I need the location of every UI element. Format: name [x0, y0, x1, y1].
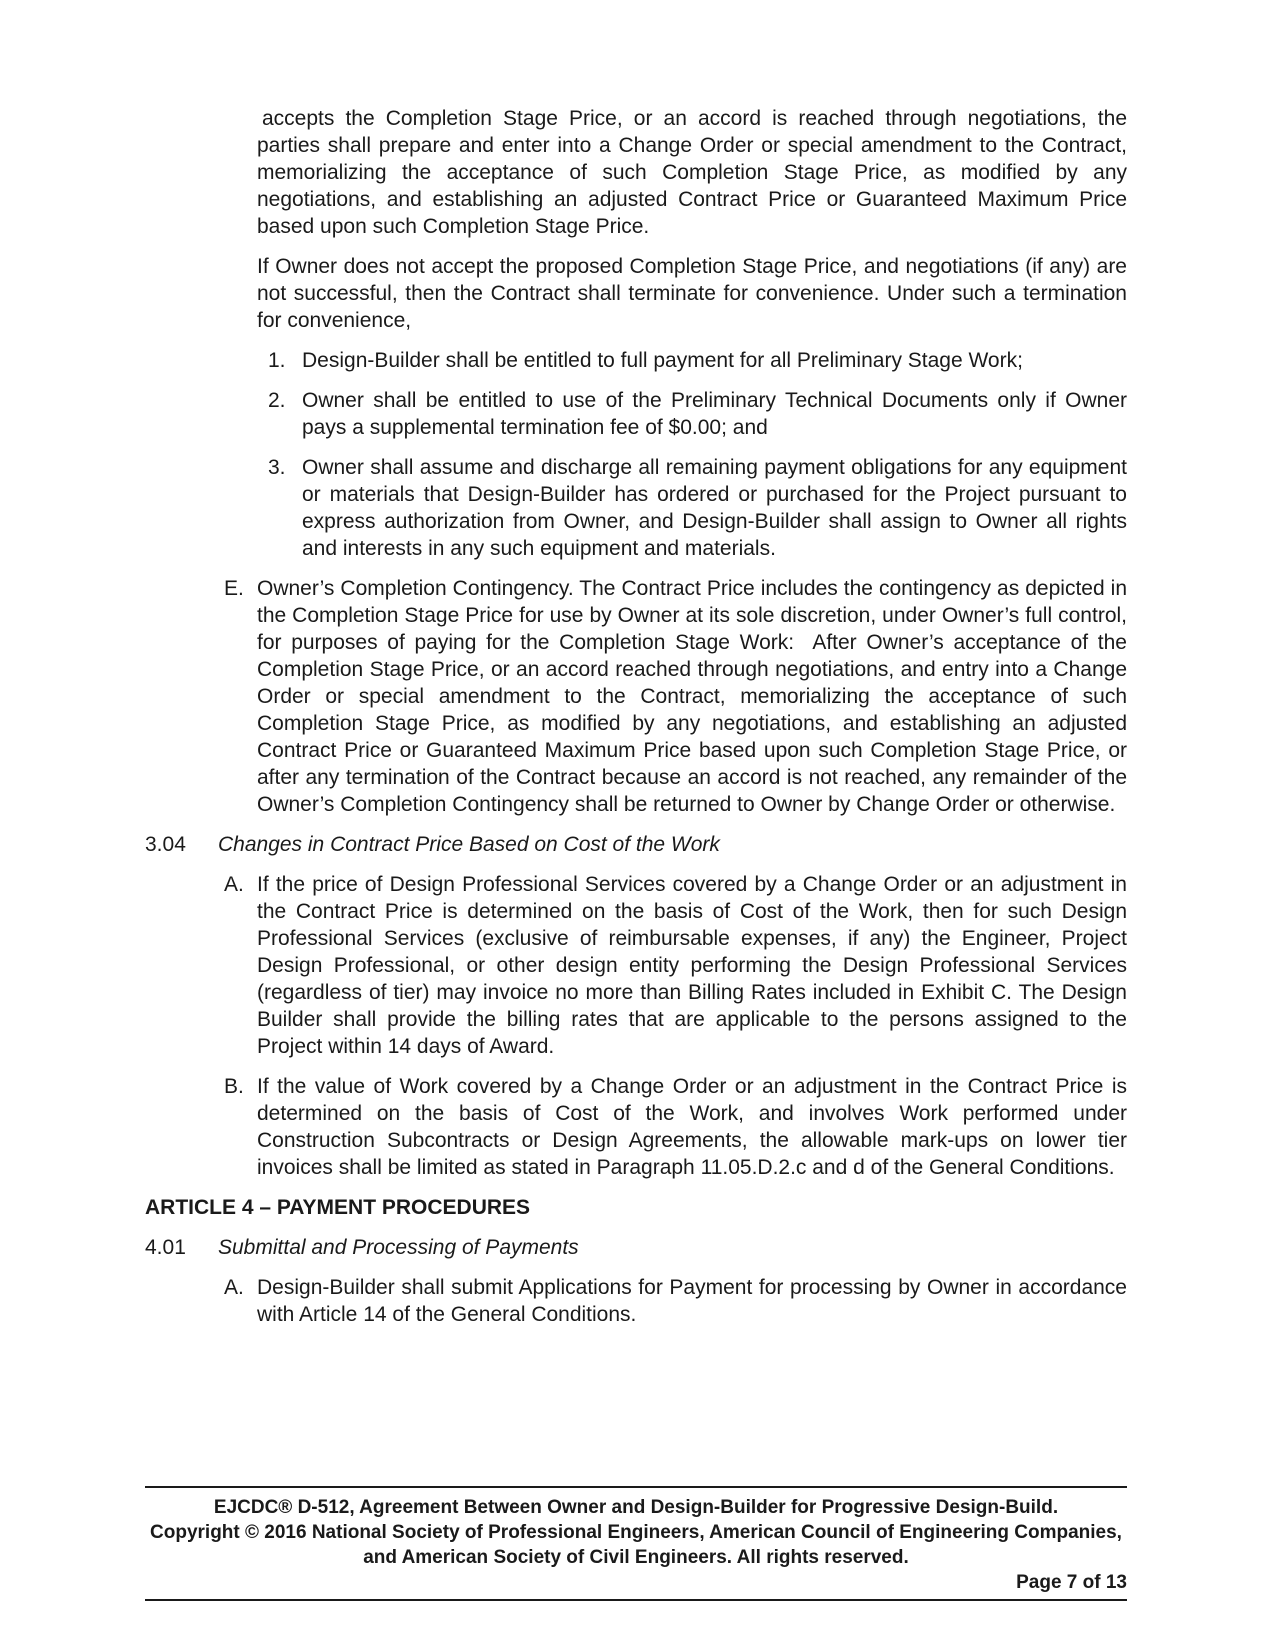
- footer-line-copyright: Copyright © 2016 National Society of Professional Engineers, American Council of Engineering Companies,: [150, 1522, 1122, 1543]
- paragraph-termination-for-convenience: If Owner does not accept the proposed Completion Stage Price, and negotiations (if any) are not successful, then the Contract shall terminate for convenience. Under such a termination for convenience,: [257, 255, 1127, 332]
- list-number: 1.: [268, 349, 286, 372]
- letter-item-a-design-professional-services: [145, 871, 1127, 1060]
- page-number: Page 7 of 13: [1016, 1572, 1127, 1593]
- numbered-item-2: [145, 387, 1127, 441]
- letter-item-a-applications-for-payment: [145, 1274, 1127, 1328]
- list-item-text: If the value of Work covered by a Change Order or an adjustment in the Contract Price is determined on the basis of Cost of the Work, and involves Work performed under Construction Subcontracts or Design Agreements, the allowable mark-ups on lower tier invoices shall be limited as stated in Paragraph 11.05.D.2.c and d of the General Conditions.: [257, 1075, 1127, 1179]
- list-number: 3.: [268, 456, 286, 479]
- list-item-text: Design-Builder shall be entitled to full payment for all Preliminary Stage Work;: [302, 349, 1023, 372]
- section-number: 4.01: [145, 1236, 186, 1259]
- footer-line-rights-reserved: and American Society of Civil Engineers. All rights reserved.: [363, 1547, 909, 1568]
- section-heading-3-04: [145, 831, 1127, 858]
- list-letter: E.: [224, 577, 244, 600]
- article-4-heading: ARTICLE 4 – PAYMENT PROCEDURES: [145, 1196, 531, 1219]
- list-item-text: Owner shall be entitled to use of the Preliminary Technical Documents only if Owner pays a supplemental termination fee of $0.00; and: [302, 389, 1127, 439]
- document-content: [145, 105, 1127, 1341]
- list-item-text: If the price of Design Professional Services covered by a Change Order or an adjustment in the Contract Price is determined on the basis of Cost of the Work, then for such Design Professional Services (exclusive of reimbursable expenses, if any) the Engineer, Project Design Professional, or other design entity performing the Design Professional Services (regardless of tier) may invoice no more than Billing Rates included in Exhibit C. The Design Builder shall provide the billing rates that are applicable to the persons assigned to the Project within 14 days of Award.: [257, 873, 1127, 1058]
- section-title: Submittal and Processing of Payments: [218, 1236, 579, 1259]
- letter-item-e-owners-completion-contingency: [145, 575, 1127, 818]
- list-item-text: Design-Builder shall submit Applications for Payment for processing by Owner in accordance with Article 14 of the General Conditions.: [257, 1276, 1127, 1326]
- section-heading-4-01: [145, 1234, 1127, 1261]
- list-letter: A.: [224, 1276, 244, 1299]
- section-number: 3.04: [145, 833, 186, 856]
- list-letter: A.: [224, 873, 244, 896]
- letter-item-b-value-of-work: [145, 1073, 1127, 1181]
- list-letter: B.: [224, 1075, 244, 1098]
- footer-copyright-block: [145, 1495, 1127, 1570]
- numbered-item-1: [145, 347, 1127, 374]
- numbered-item-3: [145, 454, 1127, 562]
- footer-line-document-title: EJCDC® D-512, Agreement Between Owner and Design-Builder for Progressive Design-Build.: [213, 1497, 1059, 1518]
- page-footer: [145, 1486, 1127, 1601]
- list-item-text: Owner’s Completion Contingency. The Contract Price includes the contingency as depicted in the Completion Stage Price for use by Owner at its sole discretion, under Owner’s full control, for purposes of paying for the Completion Stage Work: After Owner’s acceptance of the Completion Stage Price, or an accord reached through negotiations, and entry into a Change Order or special amendment to the Contract, memorializing the acceptance of such Completion Stage Price, as modified by any negotiations, and establishing an adjusted Contract Price or Guaranteed Maximum Price based upon such Completion Stage Price, or after any termination of the Contract because an accord is not reached, any remainder of the Owner’s Completion Contingency shall be returned to Owner by Change Order or otherwise.: [257, 577, 1127, 816]
- list-item-text: Owner shall assume and discharge all remaining payment obligations for any equipment or materials that Design-Builder has ordered or purchased for the Project pursuant to express authorization from Owner, and Design-Builder shall assign to Owner all rights and interests in any such equipment and materials.: [302, 456, 1127, 560]
- section-title: Changes in Contract Price Based on Cost of the Work: [218, 833, 720, 856]
- paragraph-completion-stage-price: accepts the Completion Stage Price, or an accord is reached through negotiations, the parties shall prepare and enter into a Change Order or special amendment to the Contract, memorializing the acceptance of such Completion Stage Price, as modified by any negotiations, and establishing an adjusted Contract Price or Guaranteed Maximum Price based upon such Completion Stage Price.: [257, 107, 1127, 238]
- list-number: 2.: [268, 389, 286, 412]
